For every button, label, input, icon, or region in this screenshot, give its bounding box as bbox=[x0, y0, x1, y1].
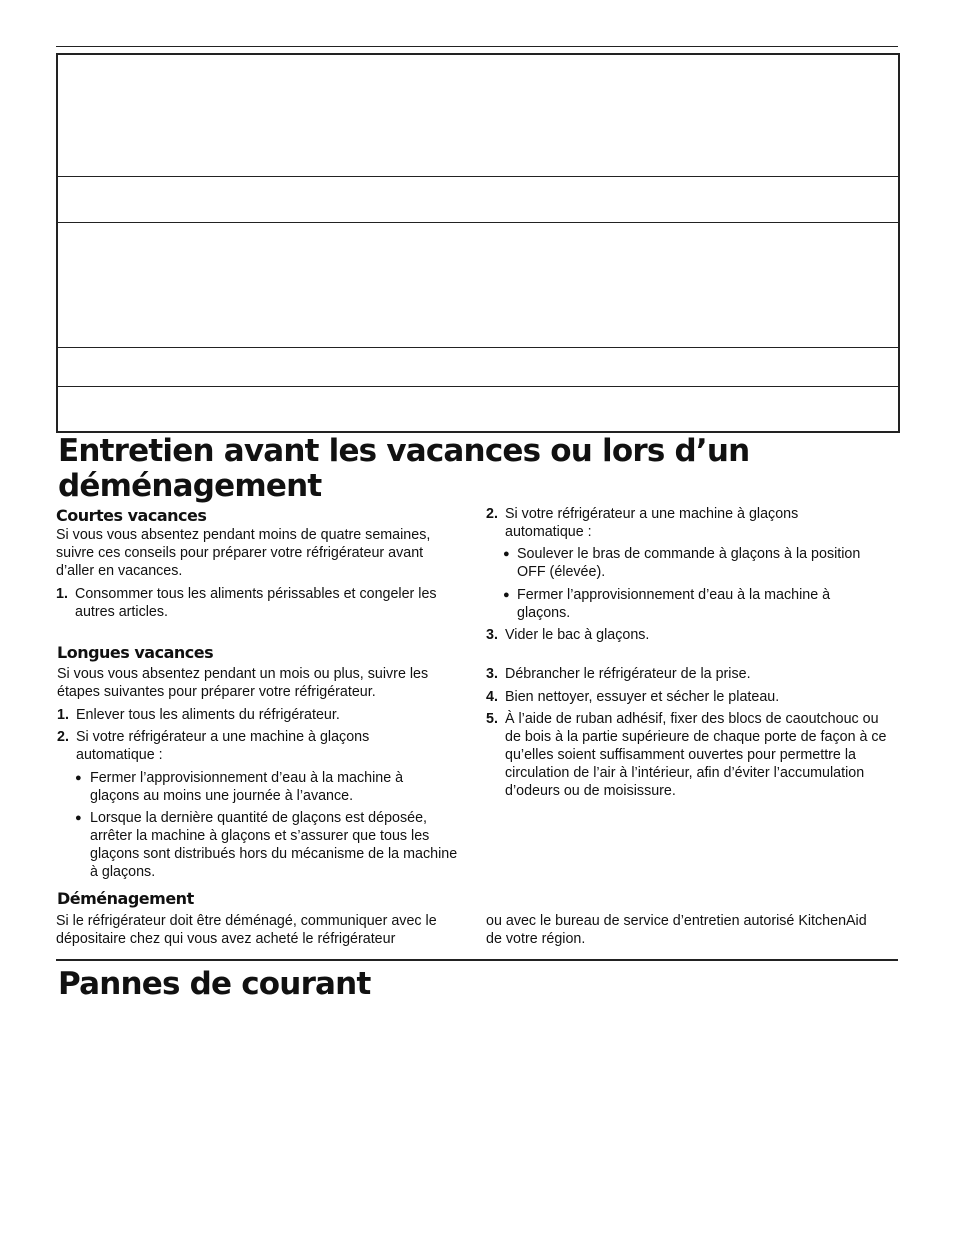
list-number: 1. bbox=[57, 707, 69, 723]
table-row bbox=[58, 348, 898, 387]
top-rule bbox=[56, 46, 898, 47]
short-vacation-intro: Si vous vous absentez pendant moins de quatre semaines, suivre ces conseils pour préparer votre réfrigérateur avant d’aller en vacances. bbox=[56, 527, 431, 579]
list-text: Enlever tous les aliments du réfrigérateur. bbox=[76, 707, 340, 723]
moving-text-left: Si le réfrigérateur doit être déménagé, communiquer avec le dépositaire chez qui vous avez acheté le réfrigérateur bbox=[56, 913, 437, 947]
bullet-text: Fermer l’approvisionnement d’eau à la machine à glaçons au moins une journée à l’avance. bbox=[90, 770, 404, 804]
heading-short-vacation: Courtes vacances bbox=[56, 506, 207, 525]
list-item bbox=[57, 706, 467, 724]
bullet-item bbox=[75, 769, 467, 805]
list-text: Débrancher le réfrigérateur de la prise. bbox=[505, 666, 751, 682]
list-text: Si votre réfrigérateur a une machine à glaçons automatique : bbox=[505, 506, 799, 540]
long-vacation-intro: Si vous vous absentez pendant un mois ou plus, suivre les étapes suivantes pour préparer votre réfrigérateur. bbox=[57, 666, 429, 700]
list-text: Bien nettoyer, essuyer et sécher le plateau. bbox=[505, 689, 780, 705]
table-row bbox=[58, 55, 898, 177]
table-row bbox=[58, 223, 898, 348]
list-item bbox=[486, 626, 886, 644]
list-item bbox=[57, 728, 467, 764]
section-title-vacation: Entretien avant les vacances ou lors d’un déménagement bbox=[58, 433, 750, 504]
bullet-icon: ● bbox=[503, 589, 510, 601]
list-number: 2. bbox=[486, 506, 498, 522]
list-number: 2. bbox=[57, 729, 69, 745]
table-row bbox=[58, 177, 898, 223]
bullet-item bbox=[503, 586, 888, 622]
heading-long-vacation: Longues vacances bbox=[57, 643, 214, 662]
moving-text-right: ou avec le bureau de service d’entretien autorisé KitchenAid de votre région. bbox=[486, 913, 867, 947]
list-text: À l’aide de ruban adhésif, fixer des blocs de caoutchouc ou de bois à la partie supérieure de chaque porte de façon à ce qu’elles soient suffisamment ouvertes pour permettre la circulation de l’air à l’intérieur, afin d’éviter l’accumulation d’odeurs ou de moisissure. bbox=[505, 711, 887, 799]
bullet-icon: ● bbox=[503, 548, 510, 560]
list-number: 4. bbox=[486, 689, 498, 705]
list-item bbox=[486, 505, 886, 541]
list-text: Vider le bac à glaçons. bbox=[505, 627, 650, 643]
bullet-icon: ● bbox=[75, 812, 82, 824]
heading-moving: Déménagement bbox=[57, 889, 194, 908]
list-text: Consommer tous les aliments périssables et congeler les autres articles. bbox=[75, 586, 437, 620]
list-number: 5. bbox=[486, 711, 498, 727]
bullet-text: Lorsque la dernière quantité de glaçons est déposée, arrêter la machine à glaçons et s’assurer que tous les glaçons sont distribués hors du mécanisme de la machine à glaçons. bbox=[90, 810, 458, 880]
bullet-item bbox=[503, 545, 888, 581]
section-divider bbox=[56, 959, 898, 961]
bullet-icon: ● bbox=[75, 772, 82, 784]
table-row bbox=[58, 387, 898, 431]
list-item bbox=[486, 710, 898, 800]
list-item bbox=[486, 665, 896, 683]
bullet-text: Fermer l’approvisionnement d’eau à la machine à glaçons. bbox=[517, 587, 831, 621]
list-number: 3. bbox=[486, 666, 498, 682]
empty-table bbox=[56, 53, 900, 433]
bullet-text: Soulever le bras de commande à glaçons à la position OFF (élevée). bbox=[517, 546, 861, 580]
list-number: 3. bbox=[486, 627, 498, 643]
bullet-item bbox=[75, 809, 467, 881]
list-item bbox=[486, 688, 896, 706]
list-number: 1. bbox=[56, 586, 68, 602]
list-item bbox=[56, 585, 466, 621]
list-text: Si votre réfrigérateur a une machine à glaçons automatique : bbox=[76, 729, 370, 763]
section-title-power-outage: Pannes de courant bbox=[58, 966, 371, 1002]
